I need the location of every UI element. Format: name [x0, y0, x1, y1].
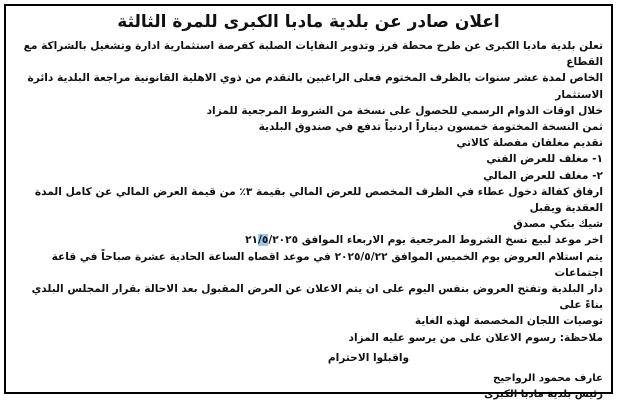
receipt-line: دار البلدية وتفتح العروض بنفس اليوم على ان يتم الاعلان عن العرض المقبول بعد الاحالة بقرار المجلس البلدي بناءً على: [31, 283, 603, 312]
envelope-item-technical: ١- مغلف للعرض الفني: [486, 153, 603, 166]
last-sale-text: اخر موعد لبيع نسخ الشروط المرجعية يوم الاربعاء الموافق ٢١: [245, 234, 603, 247]
last-sale-highlight: /٥: [258, 234, 269, 247]
signatory-position: رئيس بلدية مادبا الكبرى: [484, 388, 603, 400]
receipt-line: توصيات اللجان المخصصة لهذه الغاية: [414, 315, 603, 328]
intro-line: خلال اوقات الدوام الرسمي للحصول على نسخة من الشروط المرجعية للمزاد: [206, 104, 603, 117]
notice-title: اعلان صادر عن بلدية مادبا الكبرى للمرة الثالثة: [117, 12, 500, 32]
guarantee-paragraph: [14, 184, 603, 233]
price-line: ثمن النسخة المختومة خمسون ديناراً اردنياً تدفع في صندوق البلدية: [258, 121, 603, 134]
envelopes-heading: تقديم مغلفان مفصلة كالاتي: [456, 137, 603, 150]
announcement-notice: [4, 4, 613, 400]
signature-block: [14, 371, 603, 403]
regards-line: واقبلوا الاحترام: [327, 351, 410, 364]
receipt-paragraph: [14, 249, 603, 330]
intro-paragraph: [14, 38, 603, 119]
intro-line: تعلن بلدية مادبا الكبرى عن طرح محطة فرز وتدوير النفايات الصلبة كفرصة استثمارية ادارة وتشغيل بالشراكة مع القطاع: [23, 40, 603, 69]
envelope-item-financial: ٢- مغلف للعرض المالي: [483, 169, 603, 182]
receipt-line: يتم استلام العروض يوم الخميس الموافق ٢٠٢٥/٥/٢٢ في موعد اقصاه الساعة الحادية عشرة صباحاً في قاعة اجتماعات: [51, 250, 603, 279]
guarantee-line: شيك بنكي مصدق: [513, 218, 603, 231]
last-sale-tail: /٢٠٢٥: [268, 234, 299, 247]
guarantee-line: ارفاق كفالة دخول عطاء في الظرف المخصص للعرض المالي بقيمة ٣٪ من قيمة العرض المالي عن كامل المدة العقدية ويقبل: [34, 185, 603, 215]
note-line: ملاحظة: رسوم الاعلان على من يرسو عليه المزاد: [348, 331, 603, 344]
signatory-name: عارف محمود الرواجيح: [493, 372, 603, 384]
intro-line: الخاص لمدة عشر سنوات بالظرف المختوم فعلى الراغبين بالتقدم من ذوي الاهلية القانونية مراجعة البلدية دائرة الاستثمار: [27, 72, 603, 101]
last-sale-line: [14, 232, 603, 248]
